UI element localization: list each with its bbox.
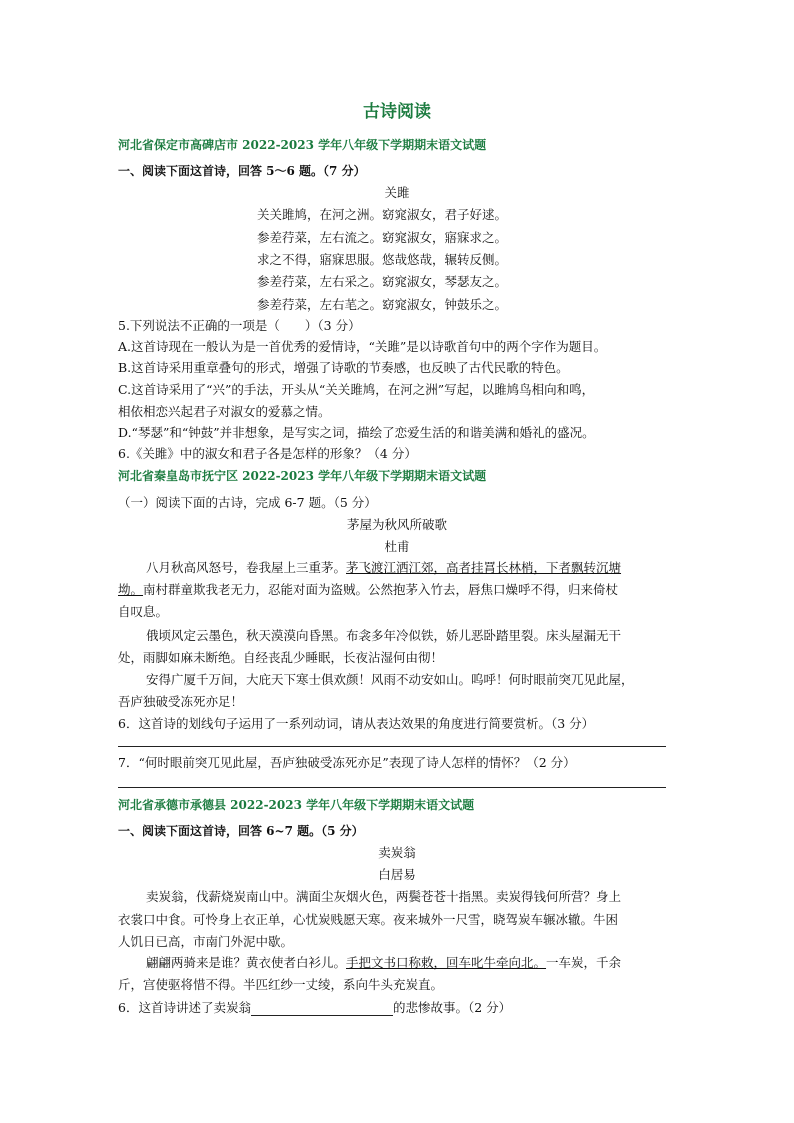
poem-text: 南村群童欺我老无力，忍能对面为盗贼。公然抱茅入竹去，唇焦口燥呼不得，归来倚杖 — [143, 582, 619, 597]
poem-verse: 参差荇菜，左右流之。窈窕淑女，寤寐求之。 — [257, 230, 508, 245]
poem-title-1: 关雎 — [384, 185, 410, 200]
document-title: 古诗阅读 — [363, 102, 431, 122]
poem-title-2: 茅屋为秋风所破歌 — [346, 517, 447, 532]
question-6 — [118, 998, 511, 1016]
poem-paragraph-line: 安得广厦千万间，大庇天下寒士俱欢颜！风雨不动安如山。呜呼！何时眼前突兀见此屋， — [146, 672, 634, 687]
section-instruction-2: （一）阅读下面的古诗，完成 6-7 题。（5 分） — [118, 495, 377, 510]
fill-in-blank[interactable] — [251, 1003, 393, 1016]
poem-paragraph-line: 自叹息。 — [118, 604, 169, 619]
poem-author-2: 杜甫 — [384, 539, 410, 554]
question-text: 的悲惨故事。（2 分） — [392, 1000, 512, 1015]
poem-paragraph-line: 俄顷风定云墨色，秋天漠漠向昏黑。布衾多年冷似铁，娇儿恶卧踏里裂。床头屋漏无干 — [146, 628, 622, 643]
question-5: 5.下列说法不正确的一项是（ ）（3 分） — [118, 318, 361, 333]
source-heading-1: 河北省保定市高碑店市 2022-2023 学年八年级下学期期末语文试题 — [118, 138, 487, 152]
option-c: C.这首诗采用了“兴”的手法，开头从“关关雎鸠，在河之洲”写起，以雎鸠鸟相向和鸣， — [118, 382, 595, 397]
option-a: A.这首诗现在一般认为是一首优秀的爱情诗，“关雎”是以诗歌首句中的两个字作为题目。 — [118, 339, 607, 354]
option-c-cont: 相依相恋兴起君子对淑女的爱慕之情。 — [118, 404, 331, 419]
poem-paragraph-line — [118, 580, 618, 598]
question-7: 7．“何时眼前突兀见此屋，吾庐独破受冻死亦足”表现了诗人怎样的情怀？（2 分） — [118, 755, 576, 770]
poem-paragraph-line: 衣裳口中食。可怜身上衣正单，心忧炭贱愿天寒。夜来城外一尺雪，晓驾炭车辗冰辙。牛困 — [118, 912, 619, 927]
poem-paragraph-line: 人饥日已高，市南门外泥中歇。 — [118, 934, 294, 949]
poem-paragraph-line: 斤，宫使驱将惜不得。半匹红纱一丈绫，系向牛头充炭直。 — [118, 977, 444, 992]
poem-paragraph-line — [146, 953, 621, 971]
option-d: D.“琴瑟”和“钟鼓”并非想象，是写实之词，描绘了恋爱生活的和谐美满和婚礼的盛况。 — [118, 425, 595, 440]
poem-paragraph-line: 吾庐独破受冻死亦足！ — [118, 694, 244, 709]
poem-verse: 参差荇菜，左右采之。窈窕淑女，琴瑟友之。 — [257, 274, 508, 289]
poem-text: 一车炭，千余 — [546, 955, 622, 970]
section-instruction-1: 一、阅读下面这首诗，回答 5～6 题。（7 分） — [118, 164, 366, 178]
question-text: 6．这首诗讲述了卖炭翁 — [118, 1000, 251, 1015]
question-6: 6.《关雎》中的淑女和君子各是怎样的形象？（4 分） — [118, 446, 417, 461]
underlined-sentence: 手把文书口称敕，回车叱牛牵向北。 — [346, 955, 547, 970]
underlined-sentence: 坳。 — [118, 582, 144, 597]
poem-paragraph-line: 处，雨脚如麻未断绝。自经丧乱少睡眠，长夜沾湿何由彻！ — [118, 650, 444, 665]
poem-verse: 求之不得，寤寐思服。悠哉悠哉，辗转反侧。 — [257, 252, 508, 267]
underlined-sentence: 茅飞渡江洒江郊，高者挂罥长林梢，下者飘转沉塘 — [346, 560, 622, 575]
poem-text: 八月秋高风怒号，卷我屋上三重茅。 — [146, 560, 347, 575]
poem-text: 翩翩两骑来是谁？黄衣使者白衫儿。 — [146, 955, 347, 970]
answer-line — [118, 746, 666, 747]
poem-paragraph-line — [146, 558, 621, 576]
poem-verse: 关关雎鸠，在河之洲。窈窕淑女，君子好逑。 — [257, 207, 508, 222]
option-b: B.这首诗采用重章叠句的形式，增强了诗歌的节奏感，也反映了古代民歌的特色。 — [118, 360, 569, 375]
answer-line — [118, 787, 666, 788]
poem-author-3: 白居易 — [378, 867, 416, 882]
poem-title-3: 卖炭翁 — [378, 845, 416, 860]
question-6: 6．这首诗的划线句子运用了一系列动词，请从表达效果的角度进行简要赏析。（3 分） — [118, 716, 595, 731]
poem-paragraph-line: 卖炭翁，伐薪烧炭南山中。满面尘灰烟火色，两鬓苍苍十指黑。卖炭得钱何所营？身上 — [146, 889, 622, 904]
source-heading-3: 河北省承德市承德县 2022-2023 学年八年级下学期期末语文试题 — [118, 798, 475, 812]
poem-verse: 参差荇菜，左右芼之。窈窕淑女，钟鼓乐之。 — [257, 297, 508, 312]
section-instruction-3: 一、阅读下面这首诗，回答 6~7 题。（5 分） — [118, 824, 364, 838]
source-heading-2: 河北省秦皇岛市抚宁区 2022-2023 学年八年级下学期期末语文试题 — [118, 469, 487, 483]
